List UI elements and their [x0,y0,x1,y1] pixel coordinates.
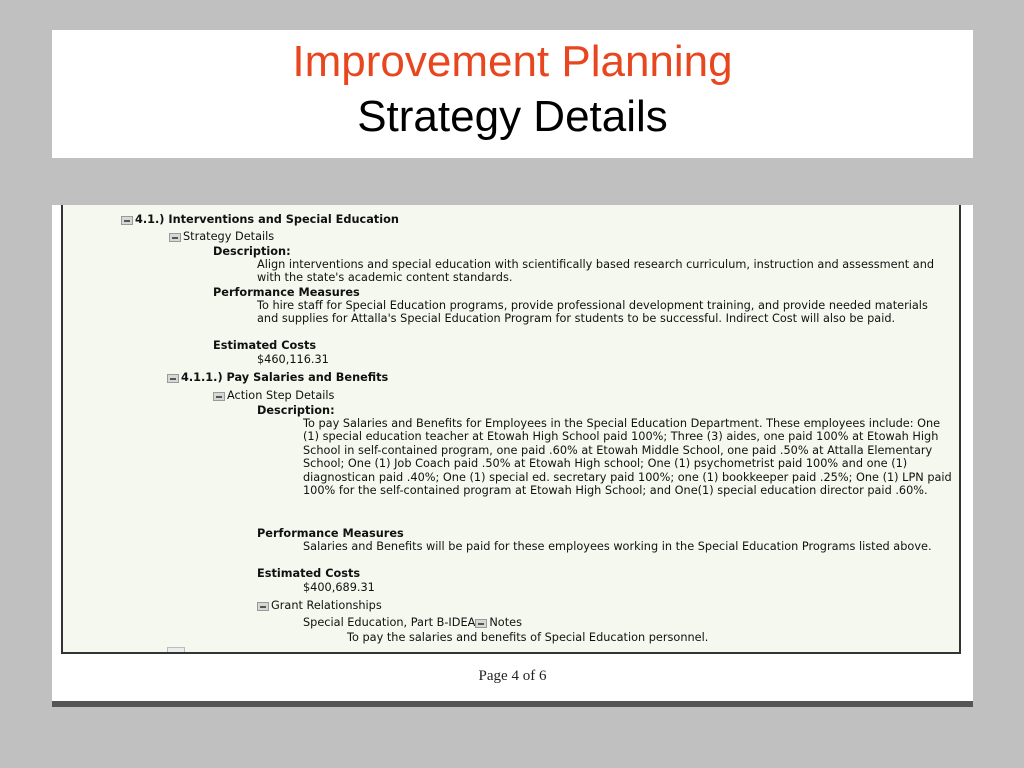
grant-row [303,616,522,629]
strategy-heading-row[interactable] [121,213,399,226]
action-performance: Salaries and Benefits will be paid for these employees working in the Special Education Programs listed above. [303,540,932,553]
page-indicator: Page 4 of 6 [478,668,547,684]
collapse-icon[interactable] [169,233,181,242]
estimated-costs-label: Estimated Costs [213,339,317,352]
slide-title: Improvement Planning [292,37,733,86]
action-description-label: Description: [257,404,335,417]
collapse-icon[interactable] [213,392,225,401]
grant-relationships-row[interactable] [257,599,382,612]
document-screenshot [52,205,973,707]
strategy-description: Align interventions and special education with scientifically based research curriculum, instruction and assessment and with the state's academic content standards. [257,258,935,285]
action-details-row[interactable] [213,389,334,402]
collapse-icon[interactable] [257,602,269,611]
action-performance-label: Performance Measures [257,527,404,540]
collapse-icon[interactable] [475,619,487,628]
collapsed-node-icon[interactable] [167,647,185,654]
strategy-details-row[interactable] [169,230,274,243]
description-label: Description: [213,245,291,258]
slide-title-box [52,30,973,158]
slide-subtitle: Strategy Details [357,92,668,141]
notes-label: Notes [489,616,522,629]
action-cost: $400,689.31 [303,581,375,594]
strategy-heading: 4.1.) Interventions and Special Education [135,213,399,226]
grant-relationships-label: Grant Relationships [271,599,382,612]
grant-name: Special Education, Part B-IDEA [303,616,476,629]
strategy-performance: To hire staff for Special Education programs, provide professional development training, and provide needed materials and supplies for Attalla's Special Education Program for students to be successful. Indirect Cost will also be paid. [257,299,928,326]
collapse-icon[interactable] [121,216,133,225]
performance-label: Performance Measures [213,286,360,299]
action-estimated-label: Estimated Costs [257,567,361,580]
action-heading: 4.1.1.) Pay Salaries and Benefits [181,371,389,384]
action-description: To pay Salaries and Benefits for Employees in the Special Education Department. These employees include: One (1) special education teacher at Etowah High School paid 100%; Three (3) aides, one paid 100% at Etowah High School in self-contained program, one paid .60% at Etowah Middle School, one paid .50% at Attalla Elementary School; One (1) Job Coach paid .50% at Etowah High school; One (1) psychometrist paid 100% and one (1) diagnostican paid .40%; One (1) special ed. secretary paid 100%; one (1) bookkeeper paid .25%; One (1) LPN paid 100% for the self-contained program at Etowah High School; and One(1) special education director paid .60%. [303,417,952,498]
action-heading-row[interactable] [167,371,388,384]
report-frame [61,205,961,654]
strategy-details-label: Strategy Details [183,230,275,243]
strategy-cost: $460,116.31 [257,353,329,366]
notes-text: To pay the salaries and benefits of Special Education personnel. [347,631,709,644]
collapse-icon[interactable] [167,374,179,383]
action-details-label: Action Step Details [227,389,335,402]
